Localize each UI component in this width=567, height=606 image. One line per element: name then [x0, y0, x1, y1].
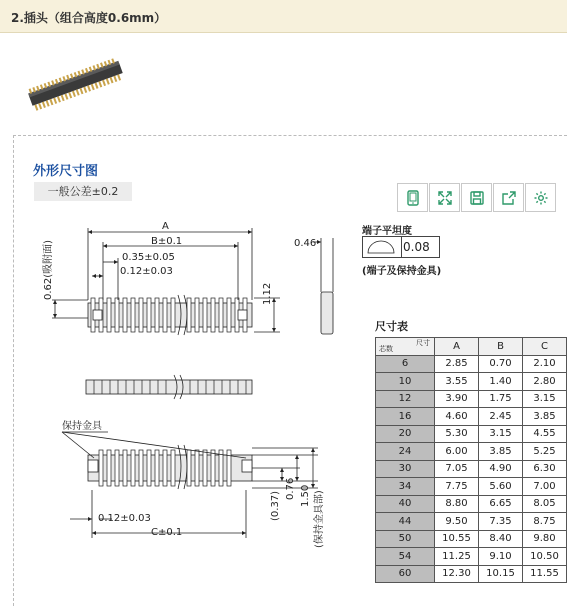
flatness-symbol — [363, 237, 402, 257]
table-row — [376, 513, 567, 531]
table-row — [376, 478, 567, 496]
dimension-cell: 2.10 — [523, 355, 567, 373]
pin-count-cell: 44 — [376, 513, 435, 531]
dimension-cell: 10.15 — [479, 565, 523, 583]
dim-035-label: 0.35±0.05 — [122, 252, 175, 263]
dimension-cell: 8.05 — [523, 495, 567, 513]
dimension-cell: 8.80 — [435, 495, 479, 513]
dimension-cell: 10.50 — [523, 548, 567, 566]
dimension-cell: 3.15 — [479, 425, 523, 443]
pin-count-cell: 20 — [376, 425, 435, 443]
terminal-flatness-title: 端子平坦度 — [362, 226, 412, 237]
dim-150-note: (保持金具部) — [314, 490, 325, 548]
table-row — [376, 530, 567, 548]
header-c: C — [523, 338, 567, 356]
dim-a-label: A — [162, 221, 169, 232]
pin-count-cell: 34 — [376, 478, 435, 496]
dimension-cell: 5.25 — [523, 443, 567, 461]
dimension-cell: 8.75 — [523, 513, 567, 531]
dimension-table — [375, 337, 567, 583]
terminal-flatness-box — [362, 236, 440, 258]
dimension-cell: 5.60 — [479, 478, 523, 496]
terminal-flatness-note: (端子及保持金具) — [362, 266, 442, 277]
pin-count-cell: 24 — [376, 443, 435, 461]
dimension-cell: 11.25 — [435, 548, 479, 566]
dimension-cell: 4.60 — [435, 408, 479, 426]
pin-count-cell: 40 — [376, 495, 435, 513]
dimension-cell: 7.35 — [479, 513, 523, 531]
pin-count-cell: 16 — [376, 408, 435, 426]
dim-037-label: (0.37) — [270, 490, 281, 521]
dimension-cell: 7.00 — [523, 478, 567, 496]
pin-count-cell: 10 — [376, 373, 435, 391]
dimension-cell: 2.45 — [479, 408, 523, 426]
dimension-cell: 11.55 — [523, 565, 567, 583]
dimension-cell: 3.15 — [523, 390, 567, 408]
dimension-cell: 1.40 — [479, 373, 523, 391]
dimension-cell: 4.55 — [523, 425, 567, 443]
dimension-cell: 1.75 — [479, 390, 523, 408]
dimension-cell: 3.85 — [479, 443, 523, 461]
pin-count-cell: 50 — [376, 530, 435, 548]
dim-012-bottom-label: 0.12±0.03 — [98, 513, 151, 524]
header-a: A — [435, 338, 479, 356]
table-row — [376, 355, 567, 373]
table-row — [376, 460, 567, 478]
section-title: 外形尺寸图 — [33, 164, 99, 179]
dimension-cell: 7.75 — [435, 478, 479, 496]
dimension-cell: 6.00 — [435, 443, 479, 461]
pin-count-cell: 30 — [376, 460, 435, 478]
dimension-cell: 3.85 — [523, 408, 567, 426]
dim-076-label: 0.76 — [285, 477, 296, 500]
dim-012-top-label: 0.12±0.03 — [120, 266, 173, 277]
table-row — [376, 425, 567, 443]
dim-046-label: 0.46 — [294, 238, 317, 249]
table-row — [376, 495, 567, 513]
dimension-cell: 3.55 — [435, 373, 479, 391]
table-row — [376, 443, 567, 461]
pin-count-cell: 12 — [376, 390, 435, 408]
general-tolerance: 一般公差±0.2 — [34, 182, 132, 201]
dimension-cell: 6.30 — [523, 460, 567, 478]
dimension-table-title: 尺寸表 — [375, 320, 408, 333]
table-row — [376, 565, 567, 583]
flatness-value: 0.08 — [403, 240, 430, 254]
pin-count-cell: 6 — [376, 355, 435, 373]
pin-count-cell: 60 — [376, 565, 435, 583]
dim-062-label: 0.62(吸附面) — [43, 239, 54, 300]
dimension-cell: 4.90 — [479, 460, 523, 478]
dim-c-label: C±0.1 — [151, 527, 183, 538]
dimension-cell: 2.85 — [435, 355, 479, 373]
header-b: B — [479, 338, 523, 356]
dimension-cell: 2.80 — [523, 373, 567, 391]
table-row — [376, 373, 567, 391]
table-row — [376, 408, 567, 426]
header-title: 2.插头（组合高度0.6mm） — [11, 11, 167, 25]
pin-count-cell: 54 — [376, 548, 435, 566]
dim-112-label: 1.12 — [262, 282, 273, 305]
table-row — [376, 390, 567, 408]
dim-150-label: 1.50 — [300, 484, 311, 507]
dimension-cell: 12.30 — [435, 565, 479, 583]
dimension-cell: 3.90 — [435, 390, 479, 408]
dimension-cell: 9.80 — [523, 530, 567, 548]
dimension-cell: 10.55 — [435, 530, 479, 548]
dimension-cell: 8.40 — [479, 530, 523, 548]
dimension-cell: 5.30 — [435, 425, 479, 443]
dim-b-label: B±0.1 — [151, 236, 183, 247]
holder-label: 保持金具 — [62, 421, 102, 432]
dimension-cell: 6.65 — [479, 495, 523, 513]
table-row — [376, 548, 567, 566]
dimension-cell: 9.10 — [479, 548, 523, 566]
table-corner: 尺寸 芯数 — [376, 338, 435, 356]
dimension-cell: 0.70 — [479, 355, 523, 373]
dimension-cell: 7.05 — [435, 460, 479, 478]
dimension-cell: 9.50 — [435, 513, 479, 531]
